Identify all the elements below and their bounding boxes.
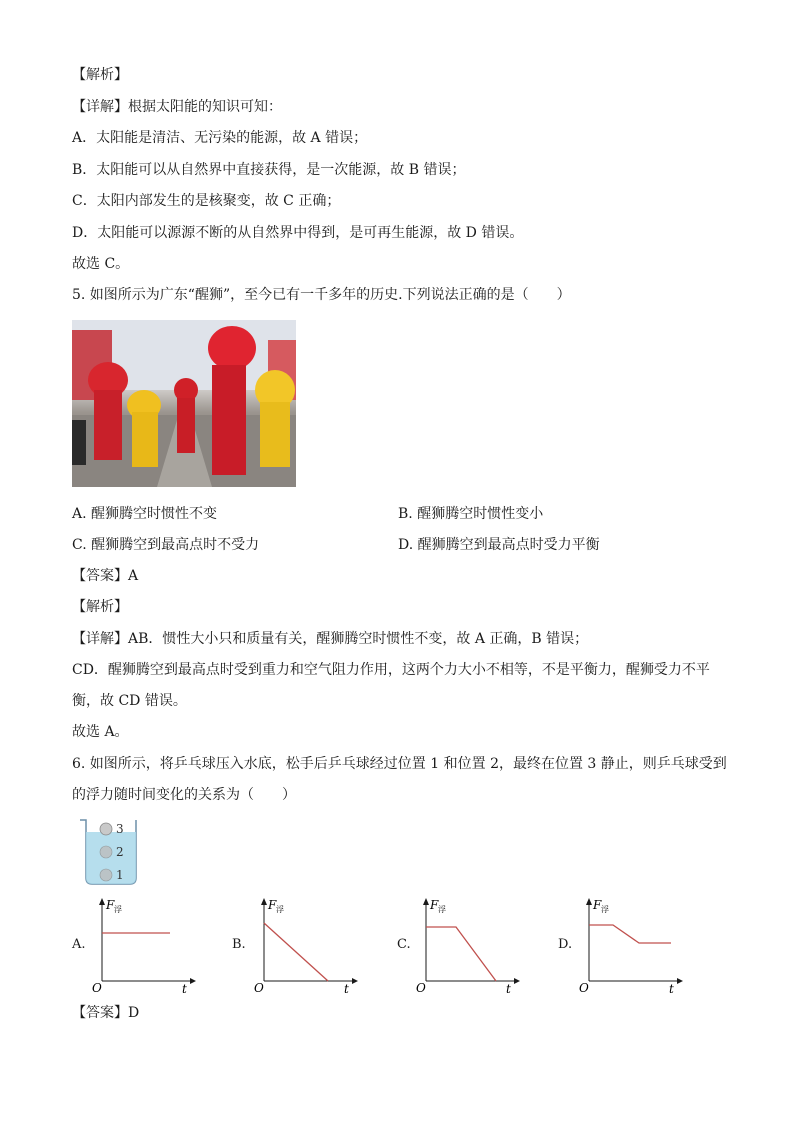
detail-line: 【详解】AB．惯性大小只和质量有关，醒狮腾空时惯性不变，故 A 正确，B 错误； [72,631,589,647]
origin-label: O [579,981,589,993]
detail-line: C．太阳内部发生的是核聚变，故 C 正确； [72,193,341,209]
y-label: F [430,898,439,912]
option-c: C. 醒狮腾空到最高点时不受力 [72,537,260,553]
x-label: t [669,982,674,993]
graph-c [412,895,522,993]
y-subscript: 浮 [438,905,446,914]
ball-position-1 [100,869,112,881]
label-1: 1 [116,868,124,882]
question-6-line-2: 的浮力随时间变化的关系为（ ） [72,787,296,803]
answer-5: 【答案】A [72,568,139,584]
y-subscript: 浮 [114,905,122,914]
conclusion-line: 故选 C。 [72,256,130,272]
y-subscript: 浮 [601,905,609,914]
origin-label: O [416,981,426,993]
question-5: 5. 如图所示为广东“醒狮”，至今已有一千多年的历史.下列说法正确的是（ ） [72,287,571,303]
option-a: A. 醒狮腾空时惯性不变 [72,506,218,522]
detail-line: CD．醒狮腾空到最高点时受到重力和空气阻力作用，这两个力大小不相等，不是平衡力，醒狮受力不平 [72,662,710,678]
label-2: 2 [116,845,124,859]
question-6-line-1: 6. 如图所示，将乒乓球压入水底，松手后乒乓球经过位置 1 和位置 2，最终在位置 3 静止，则乒乓球受到 [72,756,727,772]
x-label: t [182,982,187,993]
label-3: 3 [116,822,124,836]
detail-line: 衡，故 CD 错误。 [72,693,187,709]
y-label: F [593,898,602,912]
origin-label: O [254,981,264,993]
graph-b-option: B. [232,937,246,952]
origin-label: O [92,981,102,993]
graph-c-option: C. [397,937,411,952]
x-label: t [506,982,511,993]
graph-d-option: D. [558,937,573,952]
analysis-heading: 【解析】 [72,67,128,83]
graph-a-option: A. [72,937,86,952]
option-d: D. 醒狮腾空到最高点时受力平衡 [398,537,600,553]
detail-line: 【详解】根据太阳能的知识可知： [72,99,282,115]
x-label: t [344,982,349,993]
detail-line: D．太阳能可以源源不断的从自然界中得到，是可再生能源，故 D 错误。 [72,225,524,241]
graph-a [88,895,198,993]
lion-dance-photo [72,320,296,487]
y-label: F [106,898,115,912]
ball-position-2 [100,846,112,858]
curve-b [264,923,328,981]
answer-6: 【答案】D [72,1005,140,1021]
option-b: B. 醒狮腾空时惯性变小 [398,506,544,522]
detail-line: A．太阳能是清洁、无污染的能源，故 A 错误； [72,130,368,146]
beaker-diagram [78,818,140,892]
graph-b [250,895,360,993]
ball-position-3 [100,823,112,835]
y-label: F [268,898,277,912]
analysis-heading: 【解析】 [72,599,128,615]
conclusion-line: 故选 A。 [72,724,129,740]
curve-c [426,927,496,981]
detail-line: B．太阳能可以从自然界中直接获得，是一次能源，故 B 错误； [72,162,466,178]
curve-d [589,925,671,943]
graph-d [575,895,685,993]
lion-dance-illustration [72,320,296,487]
y-subscript: 浮 [276,905,284,914]
